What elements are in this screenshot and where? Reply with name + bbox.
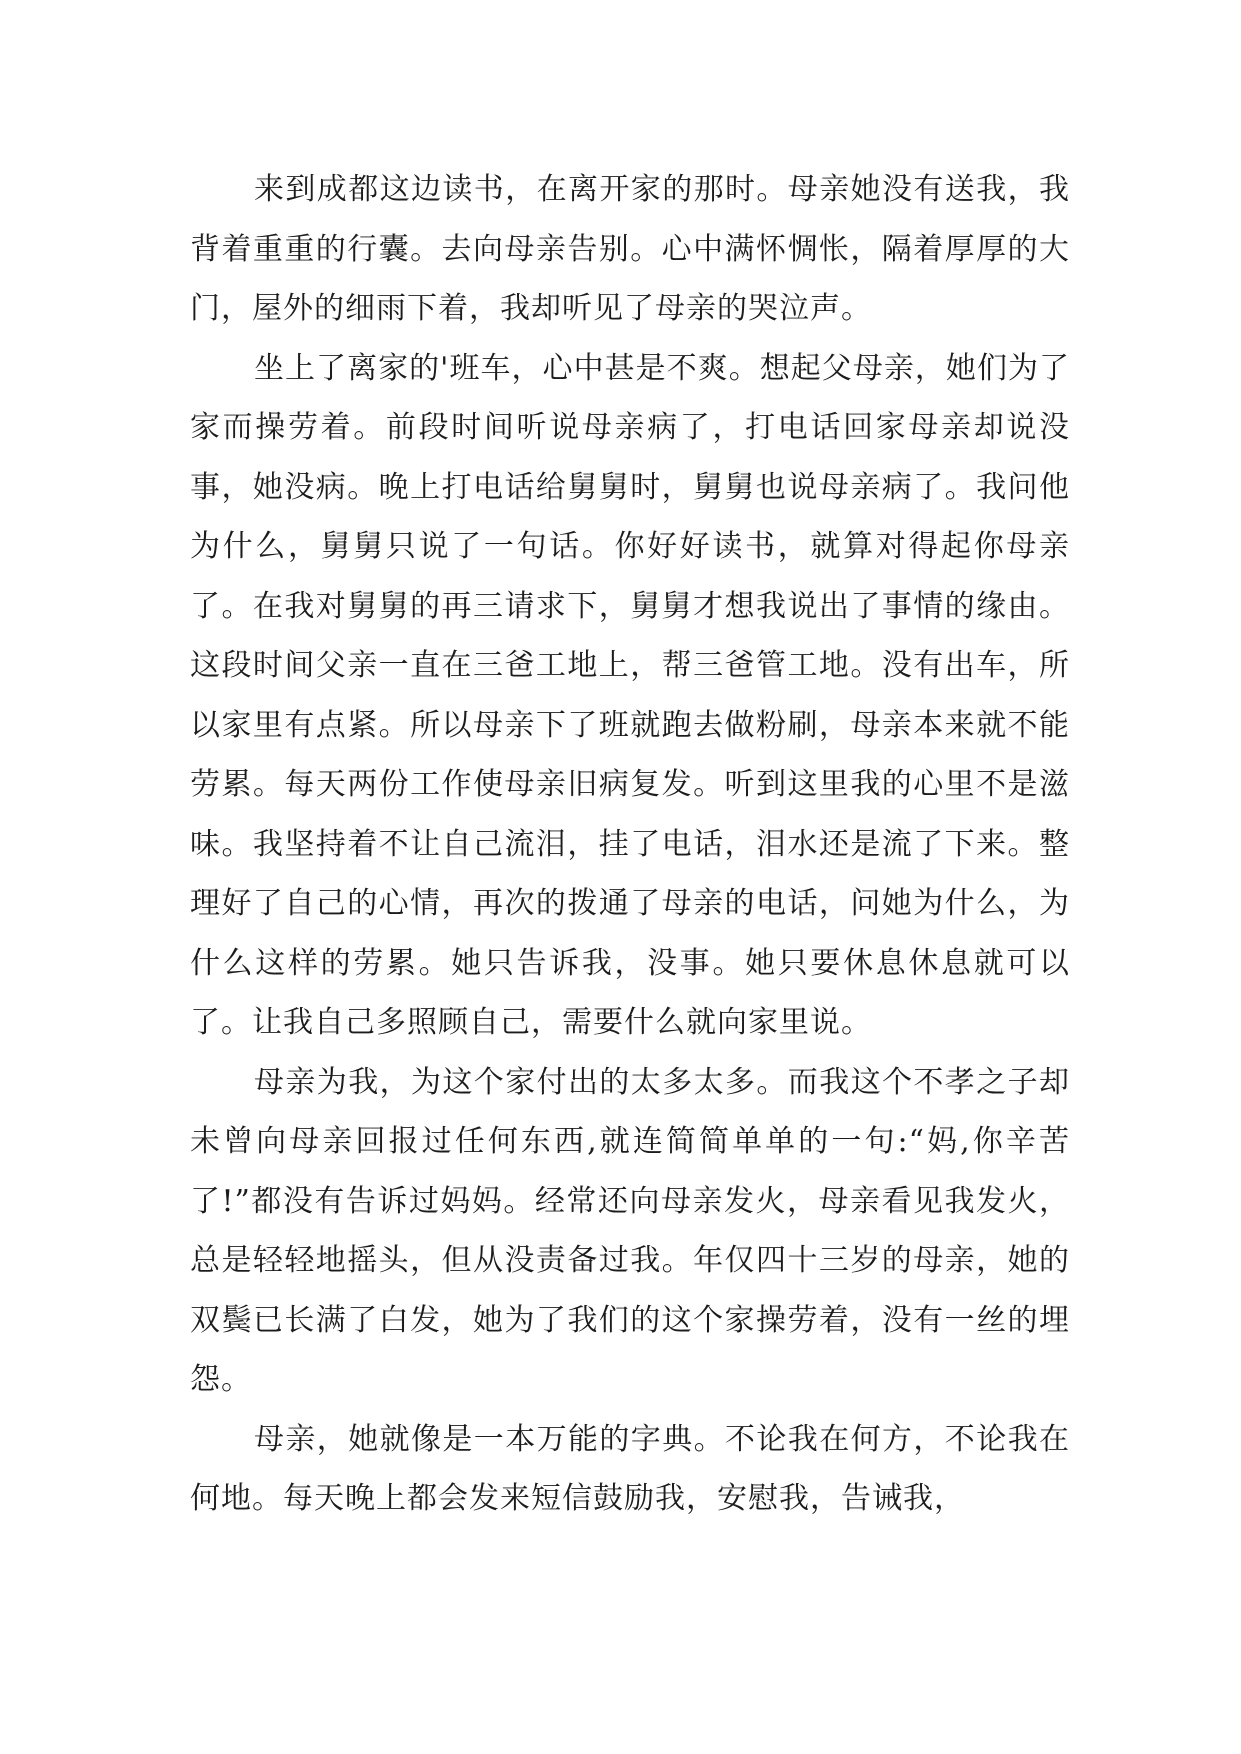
document-body [190,160,1070,1529]
paragraph-3: 母亲为我，为这个家付出的太多太多。而我这个不孝之子却未曾向母亲回报过任何东西,就连简简单单的一句:“妈,你辛苦了!”都没有告诉过妈妈。经常还向母亲发火，母亲看见我发火，总是轻轻地摇头，但从没责备过我。年仅四十三岁的母亲，她的双鬓已长满了白发，她为了我们的这个家操劳着，没有一丝的埋怨。 [190,1064,1070,1397]
paragraph-4: 母亲，她就像是一本万能的字典。不论我在何方，不论我在何地。每天晚上都会发来短信鼓励我，安慰我，告诫我， [190,1421,1070,1516]
paragraph-1: 来到成都这边读书，在离开家的那时。母亲她没有送我，我背着重重的行囊。去向母亲告别。心中满怀惆怅，隔着厚厚的大门，屋外的细雨下着，我却听见了母亲的哭泣声。 [190,172,1070,326]
paragraph-2: 坐上了离家的'班车，心中甚是不爽。想起父母亲，她们为了家而操劳着。前段时间听说母亲病了，打电话回家母亲却说没事，她没病。晚上打电话给舅舅时，舅舅也说母亲病了。我问他为什么，舅舅只说了一句话。你好好读书，就算对得起你母亲了。在我对舅舅的再三请求下，舅舅才想我说出了事情的缘由。这段时间父亲一直在三爸工地上，帮三爸管工地。没有出车，所以家里有点紧。所以母亲下了班就跑去做粉刷，母亲本来就不能劳累。每天两份工作使母亲旧病复发。听到这里我的心里不是滋味。我坚持着不让自己流泪，挂了电话，泪水还是流了下来。整理好了自己的心情，再次的拨通了母亲的电话，问她为什么，为什么这样的劳累。她只告诉我，没事。她只要休息休息就可以了。让我自己多照顾自己，需要什么就向家里说。 [190,350,1070,1040]
